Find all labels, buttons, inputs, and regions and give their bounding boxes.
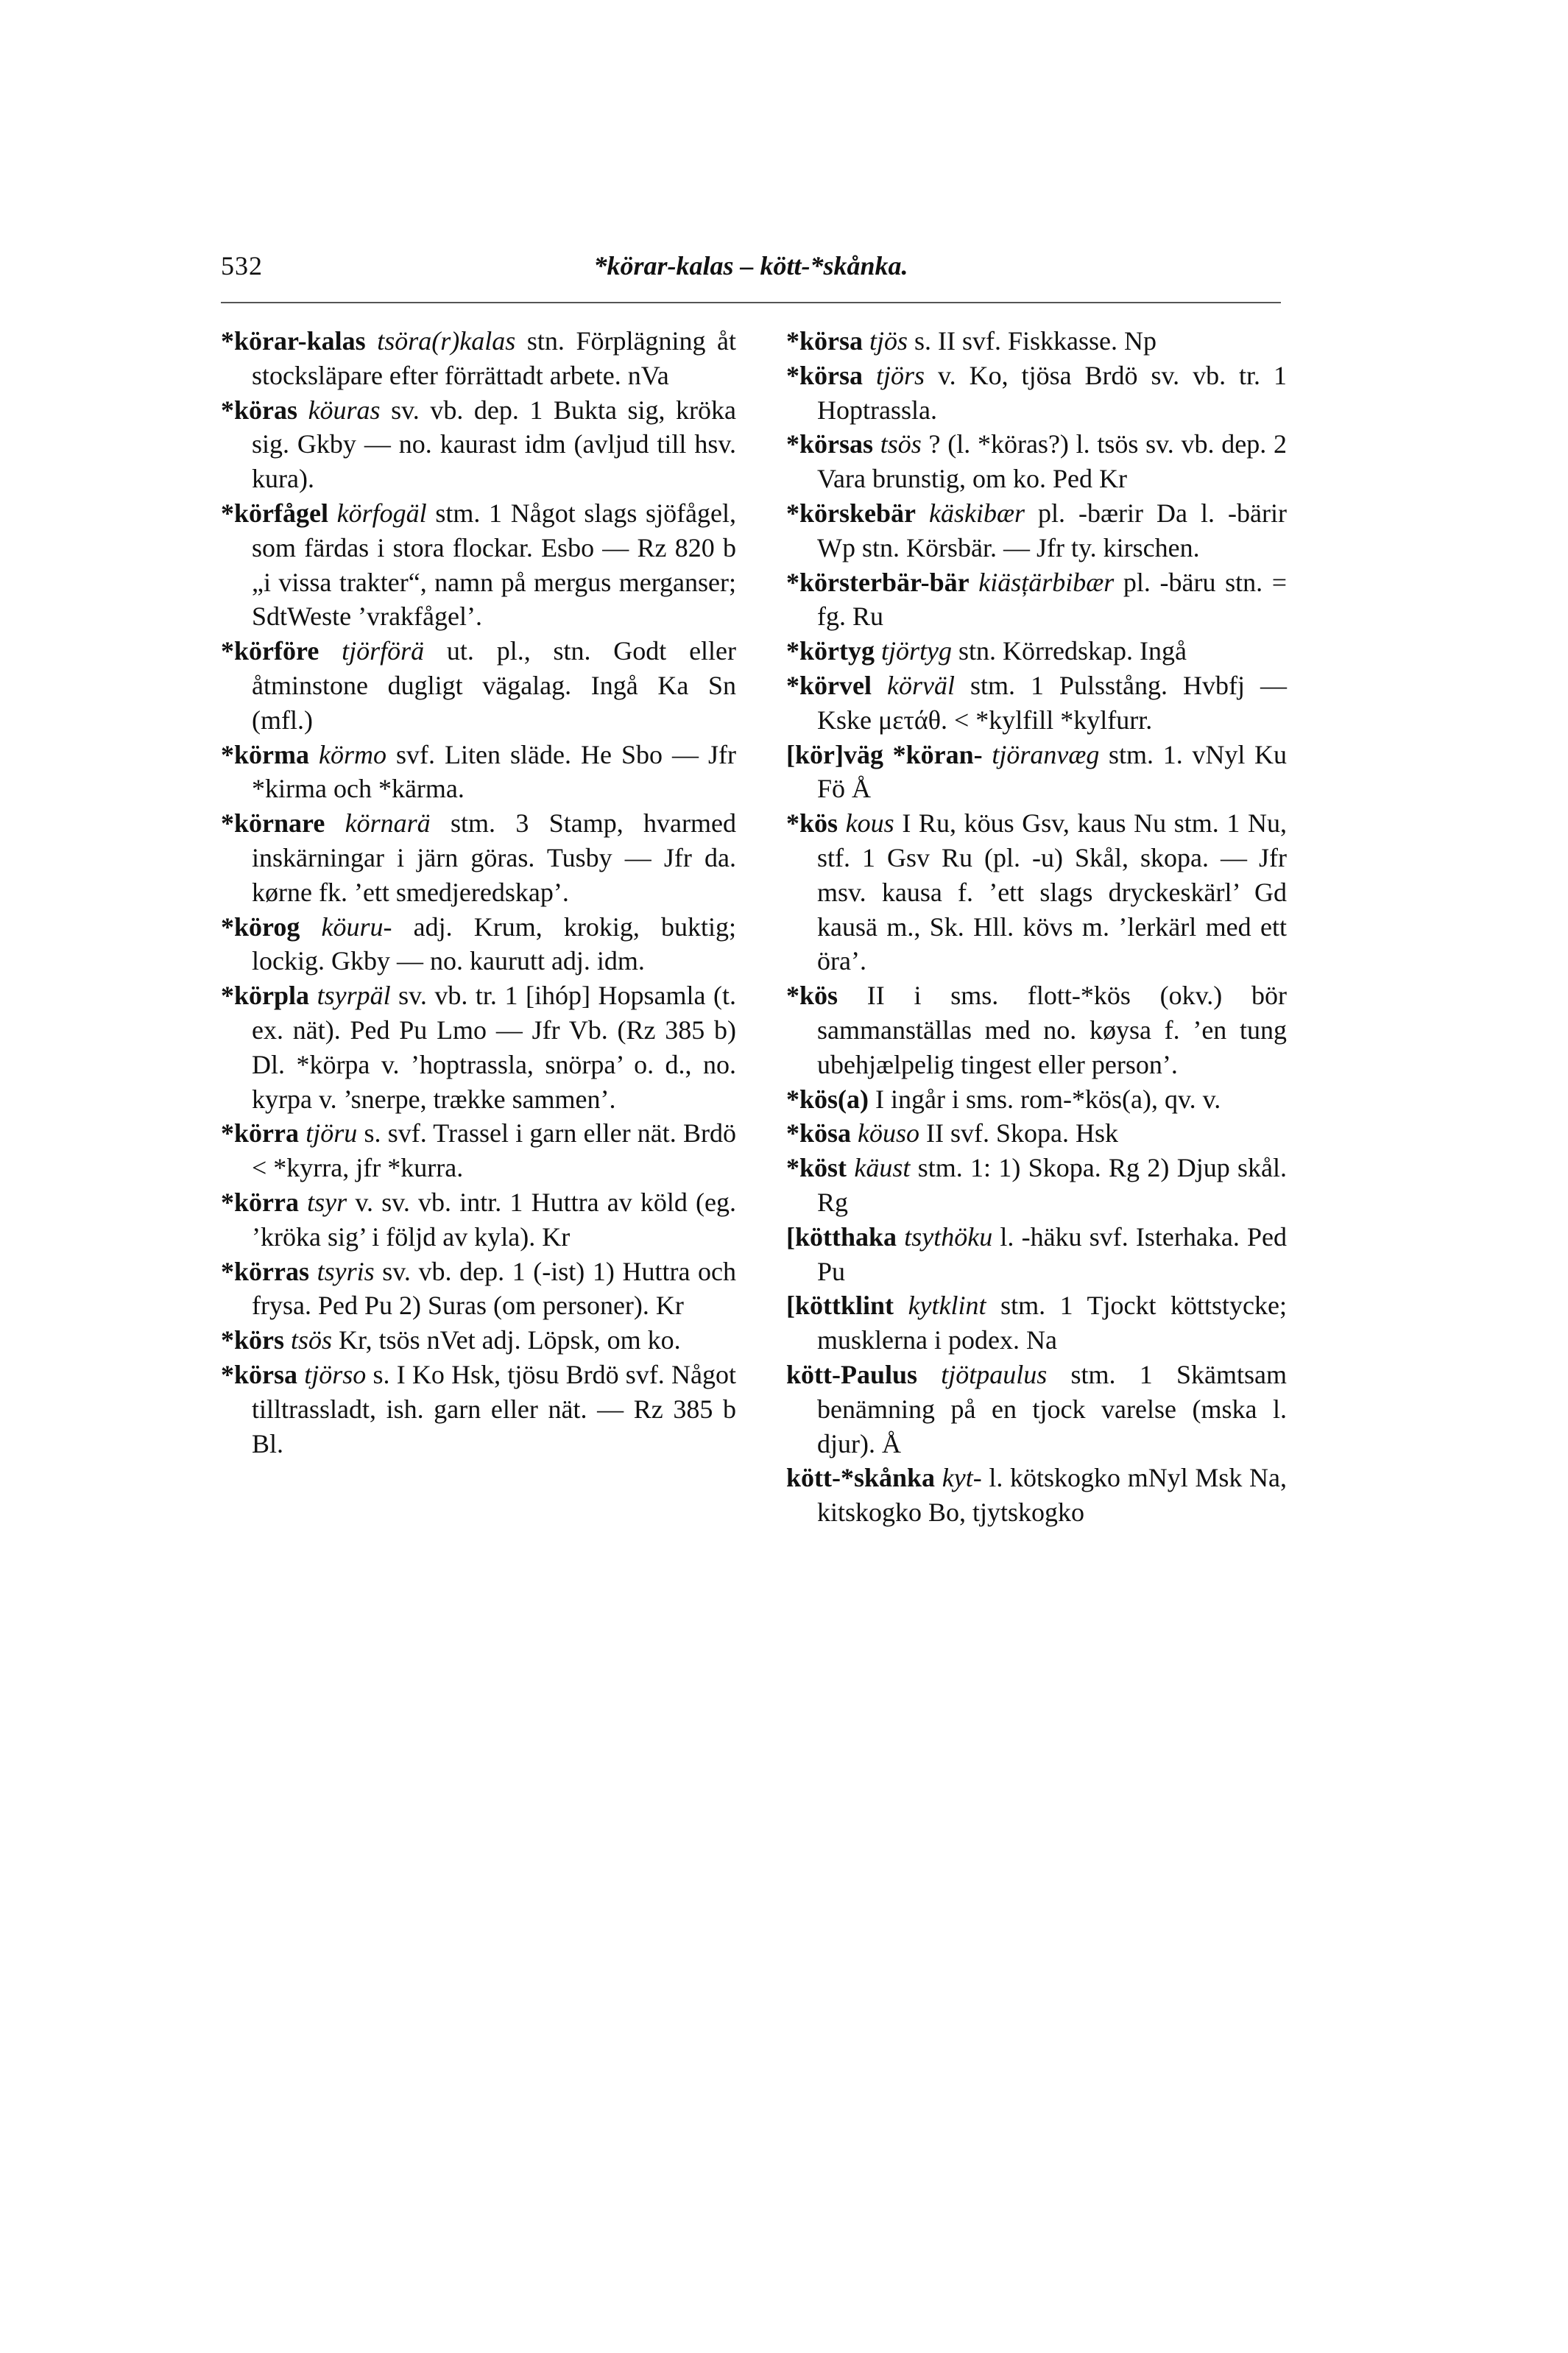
entry-headword: *körar-kalas: [221, 326, 366, 356]
entry-headword: *körra: [221, 1118, 299, 1149]
entry-dialect-form: körnarä: [345, 808, 431, 839]
entry-dialect-form: tjöranvæg: [992, 739, 1100, 769]
entry-dialect-form: kous: [845, 808, 894, 839]
dictionary-entry: [786, 1082, 1287, 1117]
entry-headword: *kös: [786, 808, 838, 839]
dictionary-entry: [221, 324, 736, 393]
dictionary-entry: [786, 738, 1287, 807]
dictionary-entry: [786, 978, 1287, 1082]
entry-text: s. svf. Trassel i garn eller nät. Brdö < *kyrra, jfr *kurra.: [252, 1118, 737, 1183]
entry-headword: *körnare: [221, 808, 325, 839]
dictionary-entry: [221, 806, 736, 909]
entry-text: l. kötskogko mNyl Msk Na, kitskogko Bo, tjytskogko: [817, 1463, 1288, 1528]
entry-headword: *köras: [221, 395, 298, 425]
entry-headword: *körsas: [786, 429, 874, 459]
entry-dialect-form: köuru-: [321, 911, 392, 942]
dictionary-entry: [786, 1461, 1287, 1530]
entry-headword: *körpla: [221, 981, 310, 1011]
entry-dialect-form: tsöra(r)kalas: [377, 326, 516, 356]
entry-dialect-form: köuso: [858, 1118, 920, 1149]
entry-dialect-form: tsyris: [317, 1256, 375, 1286]
dictionary-entry: [221, 1358, 736, 1461]
entry-text: sv. vb. tr. 1 [ihóp] Hopsamla (t. ex. nät). Ped Pu Lmo — Jfr Vb. (Rz 385 b) Dl. *körpa v. ’hoptrassla, snörpa’ o. d., no. kyrpa v. ’snerpe, trække sammen’.: [252, 981, 736, 1114]
entry-dialect-form: tsös: [880, 429, 922, 459]
entry-text: stn. Körredskap. Ingå: [958, 636, 1187, 666]
left-column: [221, 324, 736, 1461]
entry-text: v. sv. vb. intr. 1 Huttra av köld (eg. ’kröka sig’ i följd av kyla). Kr: [252, 1187, 737, 1252]
page-header: [221, 250, 1281, 302]
dictionary-entry: [786, 427, 1287, 496]
entry-dialect-form: tsyr: [307, 1187, 347, 1217]
page-number: 532: [221, 251, 263, 281]
entry-dialect-form: kyt-: [942, 1463, 982, 1493]
entry-text: stm. 1. vNyl Ku Fö Å: [817, 739, 1288, 804]
entry-text: stm. 1: 1) Skopa. Rg 2) Djup skål. Rg: [817, 1153, 1288, 1217]
entry-headword: kött-*skånka: [786, 1463, 936, 1493]
entry-dialect-form: kiäsțärbibær: [978, 567, 1115, 597]
entry-dialect-form: tjötpaulus: [941, 1359, 1048, 1389]
entry-dialect-form: körmo: [319, 739, 387, 769]
right-column: [786, 324, 1287, 1530]
entry-headword: kött-Paulus: [786, 1359, 918, 1389]
running-head: *körar-kalas – kött-*skånka.: [593, 251, 908, 281]
dictionary-entry: [221, 738, 736, 807]
entry-text: stm. 3 Stamp, hvarmed inskärningar i järn göras. Tusby — Jfr da. kørne fk. ’ett smedjeredskap’.: [252, 808, 737, 907]
dictionary-entry: [786, 668, 1287, 738]
entry-headword: *kös: [786, 981, 838, 1011]
entry-headword: *kösa: [786, 1118, 852, 1149]
dictionary-entry: [786, 324, 1287, 359]
entry-dialect-form: tjöru: [306, 1118, 358, 1149]
entry-text: I ingår i sms. rom-*kös(a), qv. v.: [875, 1084, 1221, 1114]
dictionary-entry: [221, 1323, 736, 1358]
entry-text: pl. -bærir Da l. -bärir Wp stn. Körsbär. — Jfr ty. kirschen.: [817, 498, 1288, 562]
entry-dialect-form: tjörso: [304, 1359, 367, 1389]
entry-headword: *körsa: [786, 360, 864, 390]
entry-text: stm. 1 Något slags sjöfågel, som färdas i stora flockar. Esbo — Rz 820 b „i vissa trakter“, namn på mergus merganser; SdtWeste ’vrakfågel’.: [252, 498, 737, 632]
entry-headword: *körog: [221, 911, 300, 942]
dictionary-entry: [221, 496, 736, 634]
entry-text: ? (l. *köras?) l. tsös sv. vb. dep. 2 Vara brunstig, om ko. Ped Kr: [817, 429, 1287, 494]
dictionary-entry: [786, 1288, 1287, 1358]
entry-dialect-form: käust: [854, 1153, 911, 1183]
dictionary-entry: [786, 359, 1287, 428]
entry-text: svf. Liten släde. He Sbo — Jfr *kirma och *kärma.: [252, 739, 737, 804]
dictionary-entry: [786, 1220, 1287, 1289]
entry-dialect-form: tsythöku: [904, 1221, 993, 1252]
entry-text: I Ru, köus Gsv, kaus Nu stm. 1 Nu, stf. 1 Gsv Ru (pl. -u) Skål, skopa. — Jfr msv. kausa f. ’ett slags dryckeskärl’ Gd kausä m., Sk. Hll. kövs m. ’lerkärl med ett öra’.: [817, 808, 1288, 976]
dictionary-entry: [786, 1116, 1287, 1151]
entry-headword: *körsterbär-bär: [786, 567, 970, 597]
dictionary-entry: [221, 910, 736, 979]
entry-dialect-form: tjörtyg: [881, 636, 952, 666]
entry-headword: *körsa: [786, 326, 864, 356]
dictionary-entry: [221, 634, 736, 737]
entry-headword: *körtyg: [786, 636, 875, 666]
entry-headword: [kör]väg *köran-: [786, 739, 983, 769]
dictionary-entry: [221, 1185, 736, 1255]
dictionary-entry: [221, 1116, 736, 1185]
entry-headword: *körföre: [221, 636, 319, 666]
entry-headword: [köttklint: [786, 1291, 894, 1321]
entry-text: stn. Förplägning åt stocksläpare efter förrättadt arbete. nVa: [252, 326, 737, 390]
dictionary-entry: [786, 1151, 1287, 1220]
entry-text: v. Ko, tjösa Brdö sv. vb. tr. 1 Hoptrassla.: [817, 360, 1288, 425]
entry-dialect-form: tsyrpäl: [317, 981, 391, 1011]
entry-dialect-form: kytklint: [908, 1291, 986, 1321]
entry-headword: *körsa: [221, 1359, 298, 1389]
entry-headword: *körra: [221, 1187, 299, 1217]
entry-headword: [kötthaka: [786, 1221, 897, 1252]
entry-dialect-form: käskibær: [929, 498, 1025, 528]
dictionary-entry: [786, 1358, 1287, 1461]
entry-headword: *körma: [221, 739, 309, 769]
entry-text: adj. Krum, krokig, buktig; lockig. Gkby — no. kaurutt adj. idm.: [252, 911, 737, 976]
entry-dialect-form: körväl: [887, 670, 955, 700]
entry-headword: *körfågel: [221, 498, 328, 528]
entry-text: s. I Ko Hsk, tjösu Brdö svf. Något tilltrassladt, ish. garn eller nät. — Rz 385 b Bl.: [252, 1359, 736, 1458]
entry-headword: *körras: [221, 1256, 309, 1286]
header-rule: [221, 302, 1281, 303]
entry-text: pl. -bäru stn. = fg. Ru: [817, 567, 1288, 632]
entry-headword: *körskebär: [786, 498, 917, 528]
entry-headword: *körvel: [786, 670, 872, 700]
entry-text: stm. 1 Skämtsam benämning på en tjock varelse (mska l. djur). Å: [817, 1359, 1287, 1458]
entry-text: s. II svf. Fiskkasse. Np: [914, 326, 1157, 356]
entry-headword: *körs: [221, 1325, 285, 1355]
entry-headword: *kös(a): [786, 1084, 869, 1114]
entry-text: l. -häku svf. Isterhaka. Ped Pu: [817, 1221, 1288, 1286]
entry-text: sv. vb. dep. 1 Bukta sig, kröka sig. Gkby — no. kaurast idm (avljud till hsv. kura).: [252, 395, 736, 494]
dictionary-entry: [221, 978, 736, 1116]
entry-text: Kr, tsös nVet adj. Löpsk, om ko.: [339, 1325, 681, 1355]
entry-dialect-form: tjörförä: [342, 636, 425, 666]
entry-headword: *köst: [786, 1153, 847, 1183]
entry-dialect-form: tjös: [869, 326, 908, 356]
entry-dialect-form: körfogäl: [336, 498, 427, 528]
entry-text: stm. 1 Pulsstång. Hvbfj — Kske μετάθ. < *kylfill *kylfurr.: [817, 670, 1288, 735]
entry-text: stm. 1 Tjockt köttstycke; musklerna i podex. Na: [817, 1291, 1288, 1355]
entry-dialect-form: tsös: [291, 1325, 333, 1355]
entry-text: sv. vb. dep. 1 (-ist) 1) Huttra och frysa. Ped Pu 2) Suras (om personer). Kr: [252, 1256, 737, 1321]
dictionary-entry: [786, 565, 1287, 635]
dictionary-entry: [221, 1255, 736, 1324]
entry-text: II i sms. flott-*kös (okv.) bör sammanställas med no. køysa f. ’en tung ubehjælpelig tingest eller person’.: [817, 981, 1288, 1079]
entry-text: II svf. Skopa. Hsk: [926, 1118, 1119, 1149]
entry-dialect-form: tjörs: [875, 360, 925, 390]
entry-text: ut. pl., stn. Godt eller åtminstone dugligt vägalag. Ingå Ka Sn (mfl.): [252, 636, 737, 735]
dictionary-entry: [786, 634, 1287, 668]
dictionary-entry: [786, 806, 1287, 978]
dictionary-entry: [786, 496, 1287, 565]
entry-dialect-form: köuras: [308, 395, 381, 425]
dictionary-entry: [221, 393, 736, 496]
